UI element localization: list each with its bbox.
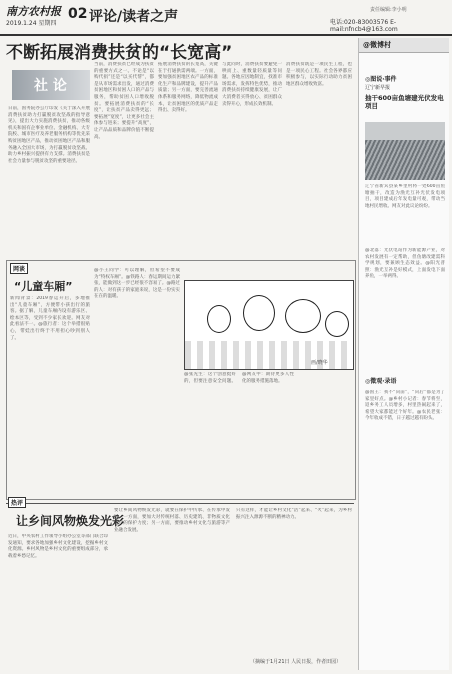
editorial-banner-label: 社 论 — [34, 78, 67, 94]
micro-quotes-text: @国王：我不“向前”，“向后”都是为了家里好点。@乡村小记者：春节将至，返乡务工人员增多，村里热闹起来了，希望大家都能过个好年。@农民老张：今年收成不错，日子越过越有盼头。 — [365, 390, 445, 422]
cartoon-figure-4 — [325, 311, 349, 337]
picture-news-text: 辽宁省新宾县某乡里村将一处600亩鱼塘抽干，改造为渔光互补光伏发电项目，项目建成后年发电量可观，带动当地村民增收。网友对此议论纷纷。 — [365, 184, 445, 209]
weibo-sidebar — [358, 38, 449, 670]
editorial-column-5: 消费扶贫既是一项民生工程，也是一项民心工程。社会各界都应积极参与，以实际行动助力贫困地区群众增收致富。 — [286, 62, 352, 87]
weibo-header — [359, 38, 449, 53]
editorial-column-4: 与此同时，消费扶贫要避免一哄而上、重数量轻质量等问题。各地应因地制宜，找准市场需求，发挥特色优势，推动消费扶贫持续健康发展，让广大消费者买得放心、贫困群众卖得开心，形成长效机制。 — [222, 62, 282, 107]
third-article-title: 让乡间风物焕发光彩 — [16, 514, 125, 528]
third-article-column-3: 只有这样，才能让乡村文化“活”起来、“火”起来，为乡村振兴注入源源不断的精神动力。 — [236, 508, 352, 520]
second-article-column-3: @张先生：这个创意挺好的，但要注意安全问题。@网友甲：期待更多人性化的服务措施落地。 — [184, 372, 294, 384]
micro-quotes-tag: ◎微观·录语 — [365, 378, 397, 385]
cartoon-figure-2 — [243, 295, 275, 331]
section-number: 02 — [68, 6, 88, 22]
section-name: 评论/读者之声 — [89, 9, 179, 25]
paper-name: 南方农村报 — [6, 5, 61, 18]
picture-news-tag: ◎图说·事件 — [365, 76, 397, 83]
article-divider — [6, 503, 354, 504]
cartoon-illustration — [184, 280, 354, 370]
picture-news-source: 辽宁新早报 — [365, 85, 391, 91]
third-article-column-1: 近日，中央农村工作领导小组办公室等部门联合印发通知，要求各地加强乡村文化建设，挖掘乡村文化资源。乡村风物是乡村文化的重要组成部分，承载着乡愁记忆。 — [8, 534, 108, 559]
editorial-column-3: 拓展消费扶贫的长宽高，关键在于打通供需两端。一方面，要加强贫困地区农产品的标准化生产和品牌建设，提升产品质量；另一方面，要完善流通体系和服务网络，降低物流成本，让贫困地区的优质产品走得出、卖得好。 — [158, 62, 218, 114]
editor-credit: 责任编辑:李小明 — [370, 7, 407, 13]
issue-date: 2019.1.24 星期四 — [6, 20, 57, 27]
main-headline: 不断拓展消费扶贫的“长宽高” — [6, 43, 233, 63]
section-tag-review: 热评 — [8, 497, 26, 508]
cartoon-figure-3 — [285, 299, 321, 333]
netizen-comments: @北落：光伏电站作为新能源产业，对农村发展有一定帮助，但鱼塘改建需科学规划，要兼顾生态效益。@阳光普照：渔光互补是好模式，上面发电下面养鱼，一举两得。 — [365, 248, 445, 280]
weibo-title: @微博村 — [363, 41, 391, 49]
cartoon-author: 画/晓华 — [311, 360, 328, 366]
picture-news-caption: 抽干600亩鱼塘建光伏发电项目 — [365, 94, 444, 110]
second-article-title: “儿童车厢” — [14, 280, 73, 293]
third-article-source: （摘编于1月21日 人民日报，作者田园） — [250, 659, 342, 665]
section-tag-comment: 网谈 — [10, 263, 28, 274]
editorial-banner — [12, 70, 90, 100]
masthead — [0, 0, 452, 36]
solar-panel-photo — [365, 122, 445, 180]
phone-number: 电话:020-83003576 — [330, 19, 389, 26]
contact-info — [330, 17, 452, 33]
third-article-column-2: 要让乡间风物焕发光彩，就要在保护中传承、在传承中发展。一方面，要加大对传统村落、历史建筑、非物质文化遗产的保护力度；另一方面，要推动乡村文化与旅游等产业融合发展。 — [114, 508, 230, 533]
editorial-column-1: 日前，国务院办公厅印发《关于深入开展消费扶贫助力打赢脱贫攻坚战的指导意见》，提出大力实施消费扶贫，推动各级机关和国有企事业单位、金融机构、大专院校、城市医疗及养老服务机构等优先采购贫困地区产品，推动贫困地区产品和服务融入全国大市场，为打赢脱贫攻坚战、助力乡村振兴提供有力支撑。消费扶贫是社会力量参与脱贫攻坚的重要途径。 — [8, 106, 90, 164]
email-address: E-mail:nfncb4@163.com — [330, 19, 398, 33]
cartoon-figure-1 — [207, 305, 231, 333]
second-article-column-2: @小王同学：可以理解，但希望不要成为“特权车厢”。@铁路人：春运期间运力紧张，能做到这一步已经很不容易了。@路过的人：对有孩子的家庭来说，这是一份实实在在的温暖。 — [94, 268, 180, 300]
second-article-column-1: 新闻背景：2019春运开启，多地推出“儿童车厢”，方便带小孩出行的旅客。据了解，儿童车厢内设有游乐区、绘本区等，受到不少家长欢迎。网友对此看法不一。@旅行者：这个举措很贴心，带娃出行终于不用担心吵到别人了。 — [10, 296, 90, 341]
editorial-column-2: 当前，消费扶贫已经成为扶贫的重要方式之一。不论是“以购代捐”还是“以买代帮”，都是从市场需求出发，通过消费贫困地区和贫困人口的产品与服务，帮助贫困人口增收脱贫。要拓展消费扶贫的“长度”，让扶贫产品卖得更远；要拓展“宽度”，让更多社会主体参与进来；要提升“高度”，让产品品质和品牌价值不断提高。 — [94, 62, 154, 140]
